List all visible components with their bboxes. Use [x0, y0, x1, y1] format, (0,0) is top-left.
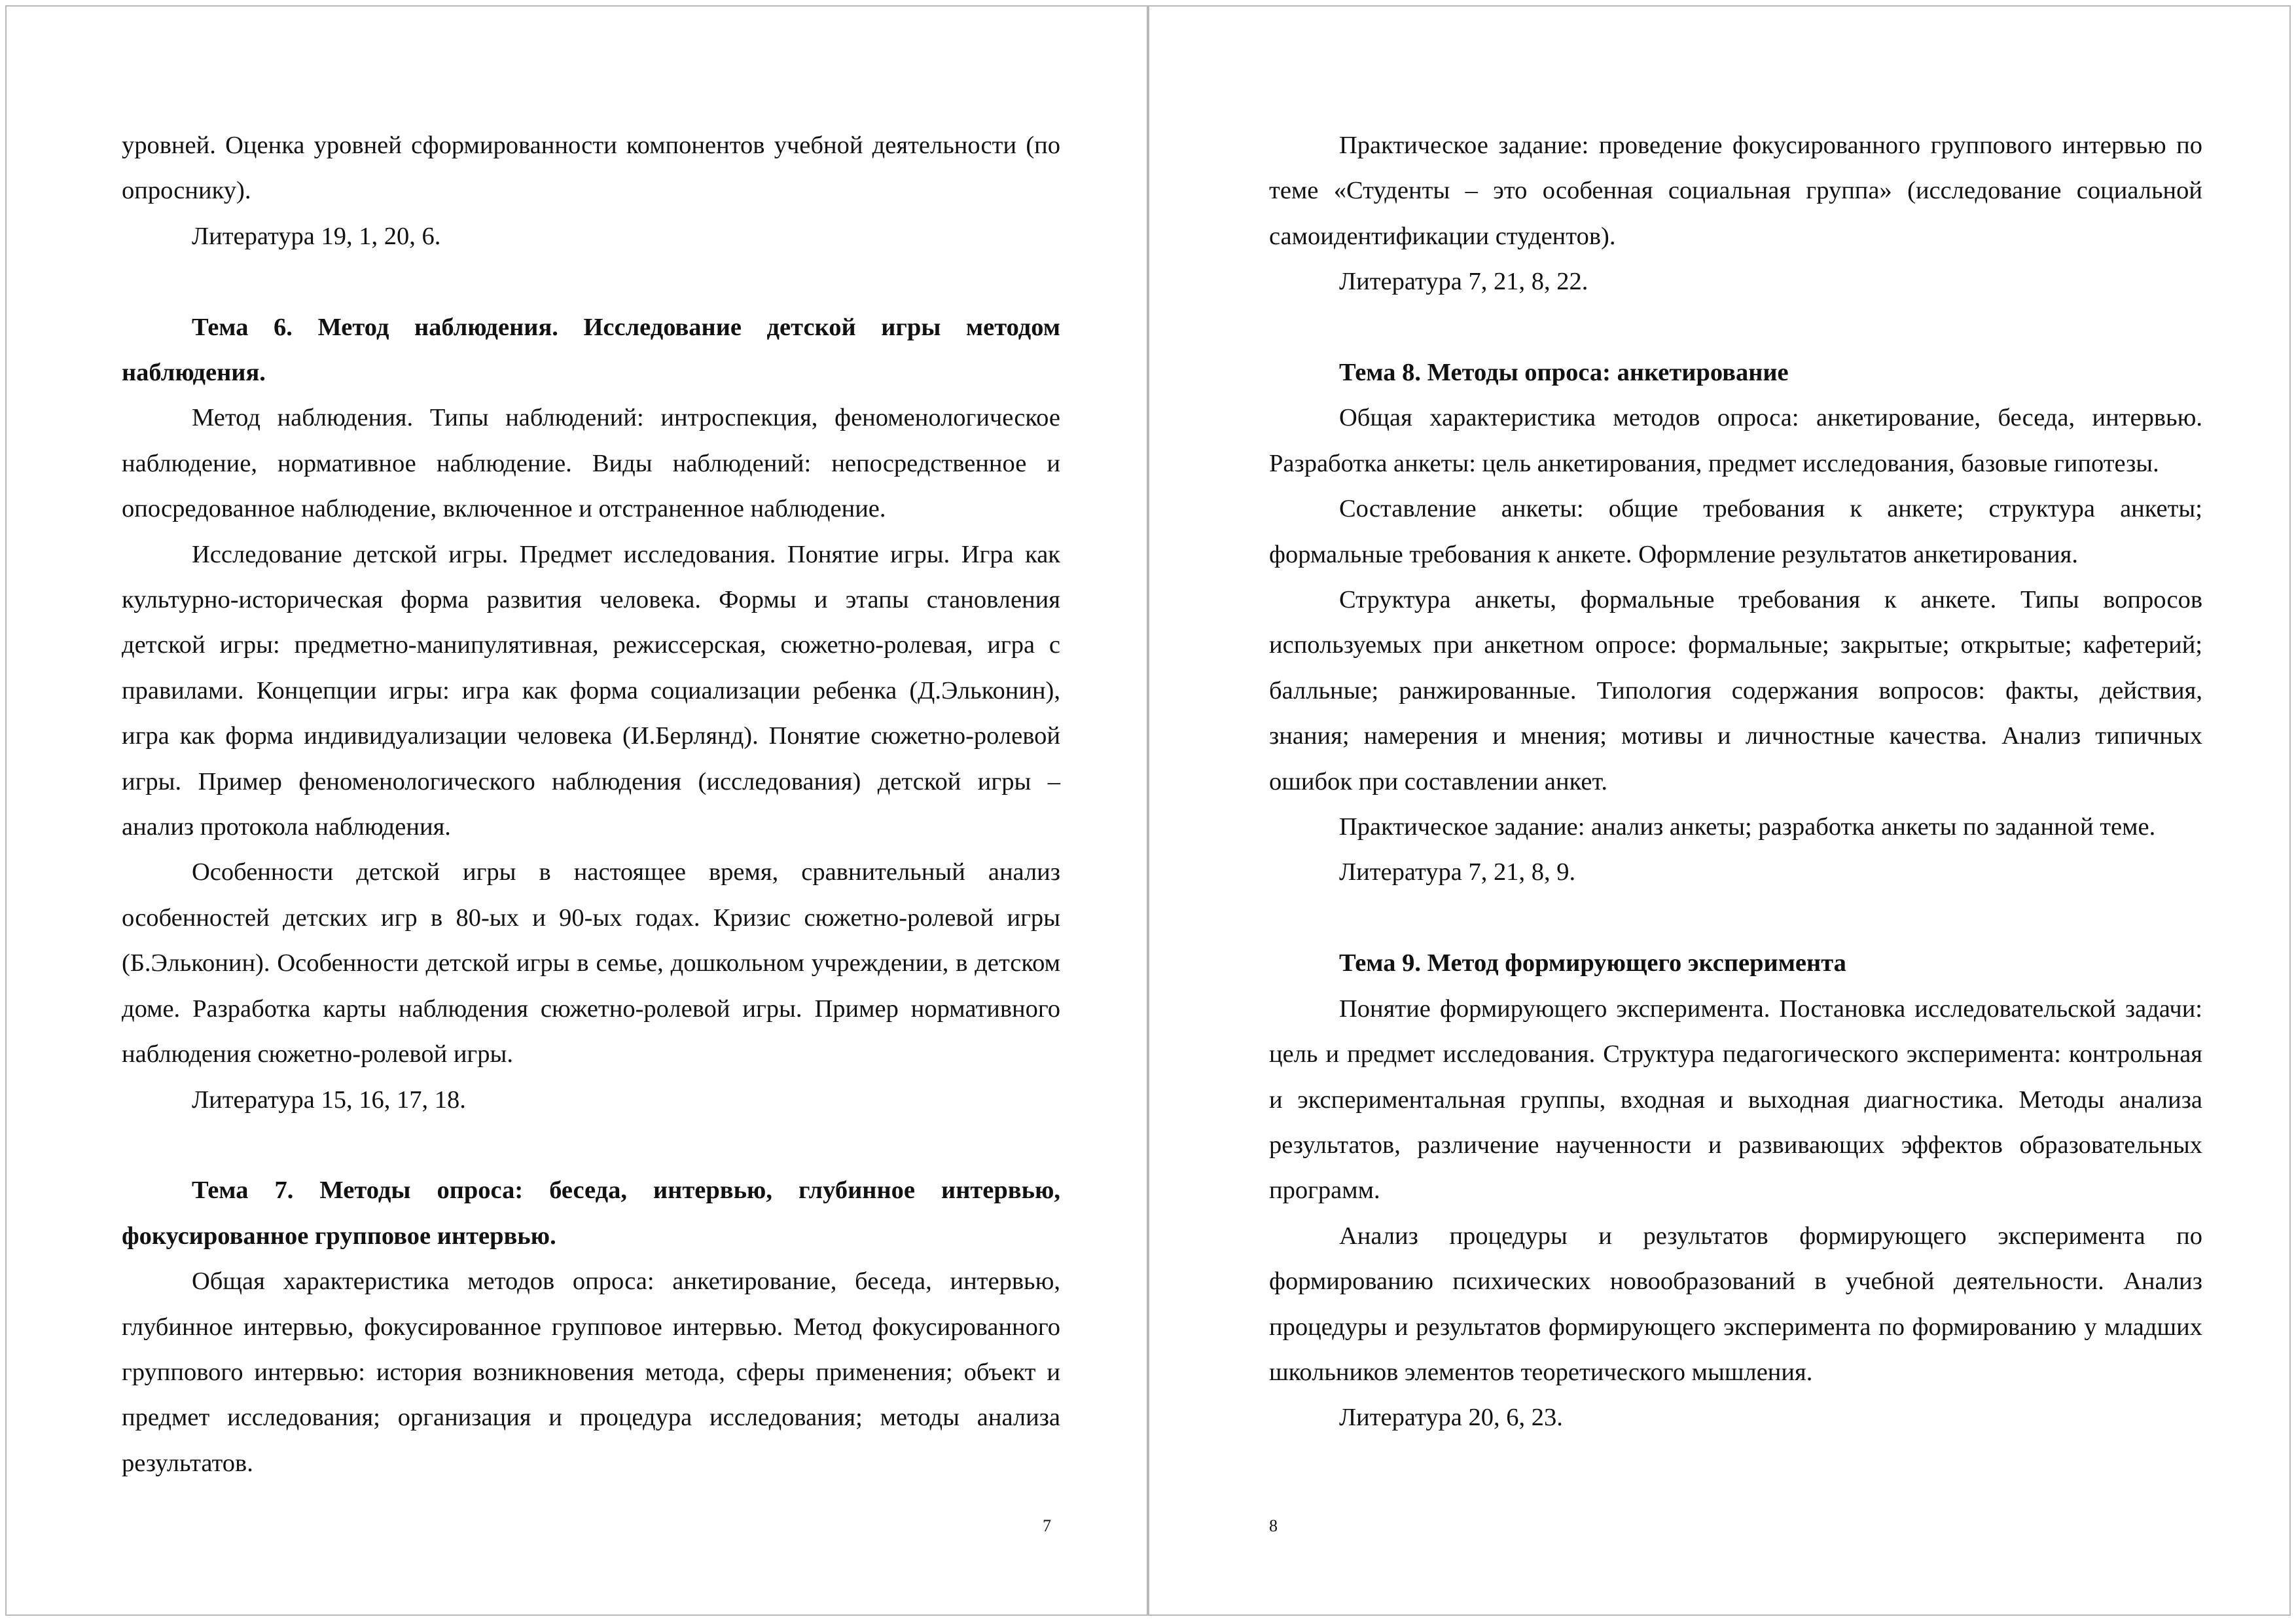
- page-left-text: [122, 123, 1060, 1486]
- topic-8-heading: Тема 8. Методы опроса: анкетирование: [1339, 359, 1789, 387]
- paragraph: Общая характеристика методов опроса: анкетирование, беседа, интервью. Разработка анкеты: цель анкетирования, предмет исследования, базовые гипотезы.: [1269, 404, 2202, 477]
- paragraph: Понятие формирующего эксперимента. Постановка исследовательской задачи: цель и предмет исследования. Структура педагогического эксперимента: контрольная и экспериментальная группы, входная и выходная диагностика. Методы анализа результатов, различение наученности и развивающих эффектов образовательных программ.: [1269, 994, 2202, 1205]
- page-right: [1148, 5, 2291, 1616]
- topic-6-heading: Тема 6. Метод наблюдения. Исследование детской игры методом наблюдения.: [122, 313, 1060, 387]
- paragraph: Составление анкеты: общие требования к анкете; структура анкеты; формальные требования к анкете. Оформление результатов анкетирования.: [1269, 495, 2202, 568]
- paragraph: Особенности детской игры в настоящее время, сравнительный анализ особенностей детских игр в 80-ых и 90-ых годах. Кризис сюжетно-ролевой игры (Б.Эльконин). Особенности детской игры в семье, дошкольном учреждении, в детском доме. Разработка карты наблюдения сюжетно-ролевой игры. Пример нормативного наблюдения сюжетно-ролевой игры.: [122, 858, 1060, 1068]
- references: Литература 7, 21, 8, 22.: [1339, 268, 1588, 296]
- page-number: 8: [1269, 1516, 1278, 1535]
- paragraph: Практическое задание: проведение фокусированного группового интервью по теме «Студенты – это особенная социальная группа» (исследование социальной самоидентификации студентов).: [1269, 132, 2202, 250]
- page-right-text: [1269, 123, 2202, 1441]
- references: Литература 15, 16, 17, 18.: [192, 1085, 466, 1114]
- references: Литература 20, 6, 23.: [1339, 1404, 1563, 1432]
- paragraph: Общая характеристика методов опроса: анкетирование, беседа, интервью, глубинное интервью, фокусированное групповое интервью. Метод фокусированного группового интервью: история возникновения метода, сферы применения; объект и предмет исследования; организация и процедура исследования; методы анализа результатов.: [122, 1267, 1060, 1477]
- paragraph: уровней. Оценка уровней сформированности компонентов учебной деятельности (по опроснику).: [122, 132, 1060, 205]
- topic-7-heading: Тема 7. Методы опроса: беседа, интервью, глубинное интервью, фокусированное групповое интервью.: [122, 1176, 1060, 1250]
- references: Литература 19, 1, 20, 6.: [192, 222, 441, 250]
- topic-9-heading: Тема 9. Метод формирующего эксперимента: [1339, 949, 1846, 977]
- practical-task: Практическое задание: анализ анкеты; разработка анкеты по заданной теме.: [1339, 813, 2156, 841]
- paragraph: Структура анкеты, формальные требования к анкете. Типы вопросов используемых при анкетном опросе: формальные; закрытые; открытые; кафетерий; балльные; ранжированные. Типология содержания вопросов: факты, действия, знания; намерения и мнения; мотивы и личностные качества. Анализ типичных ошибок при составлении анкет.: [1269, 586, 2202, 795]
- page-number: 7: [1043, 1516, 1051, 1535]
- paragraph: Исследование детской игры. Предмет исследования. Понятие игры. Игра как культурно-историческая форма развития человека. Формы и этапы становления детской игры: предметно-манипулятивная, режиссерская, сюжетно-ролевая, игра с правилами. Концепции игры: игра как форма социализации ребенка (Д.Эльконин), игра как форма индивидуализации человека (И.Берлянд). Понятие сюжетно-ролевой игры. Пример феноменологического наблюдения (исследования) детской игры – анализ протокола наблюдения.: [122, 540, 1060, 841]
- page-left: [5, 5, 1148, 1616]
- references: Литература 7, 21, 8, 9.: [1339, 858, 1576, 886]
- paragraph: Метод наблюдения. Типы наблюдений: интроспекция, феноменологическое наблюдение, нормативное наблюдение. Виды наблюдений: непосредственное и опосредованное наблюдение, включенное и отстраненное наблюдение.: [122, 404, 1060, 523]
- paragraph: Анализ процедуры и результатов формирующего эксперимента по формированию психических новообразований в учебной деятельности. Анализ процедуры и результатов формирующего эксперимента по формированию у младших школьников элементов теоретического мышления.: [1269, 1222, 2202, 1386]
